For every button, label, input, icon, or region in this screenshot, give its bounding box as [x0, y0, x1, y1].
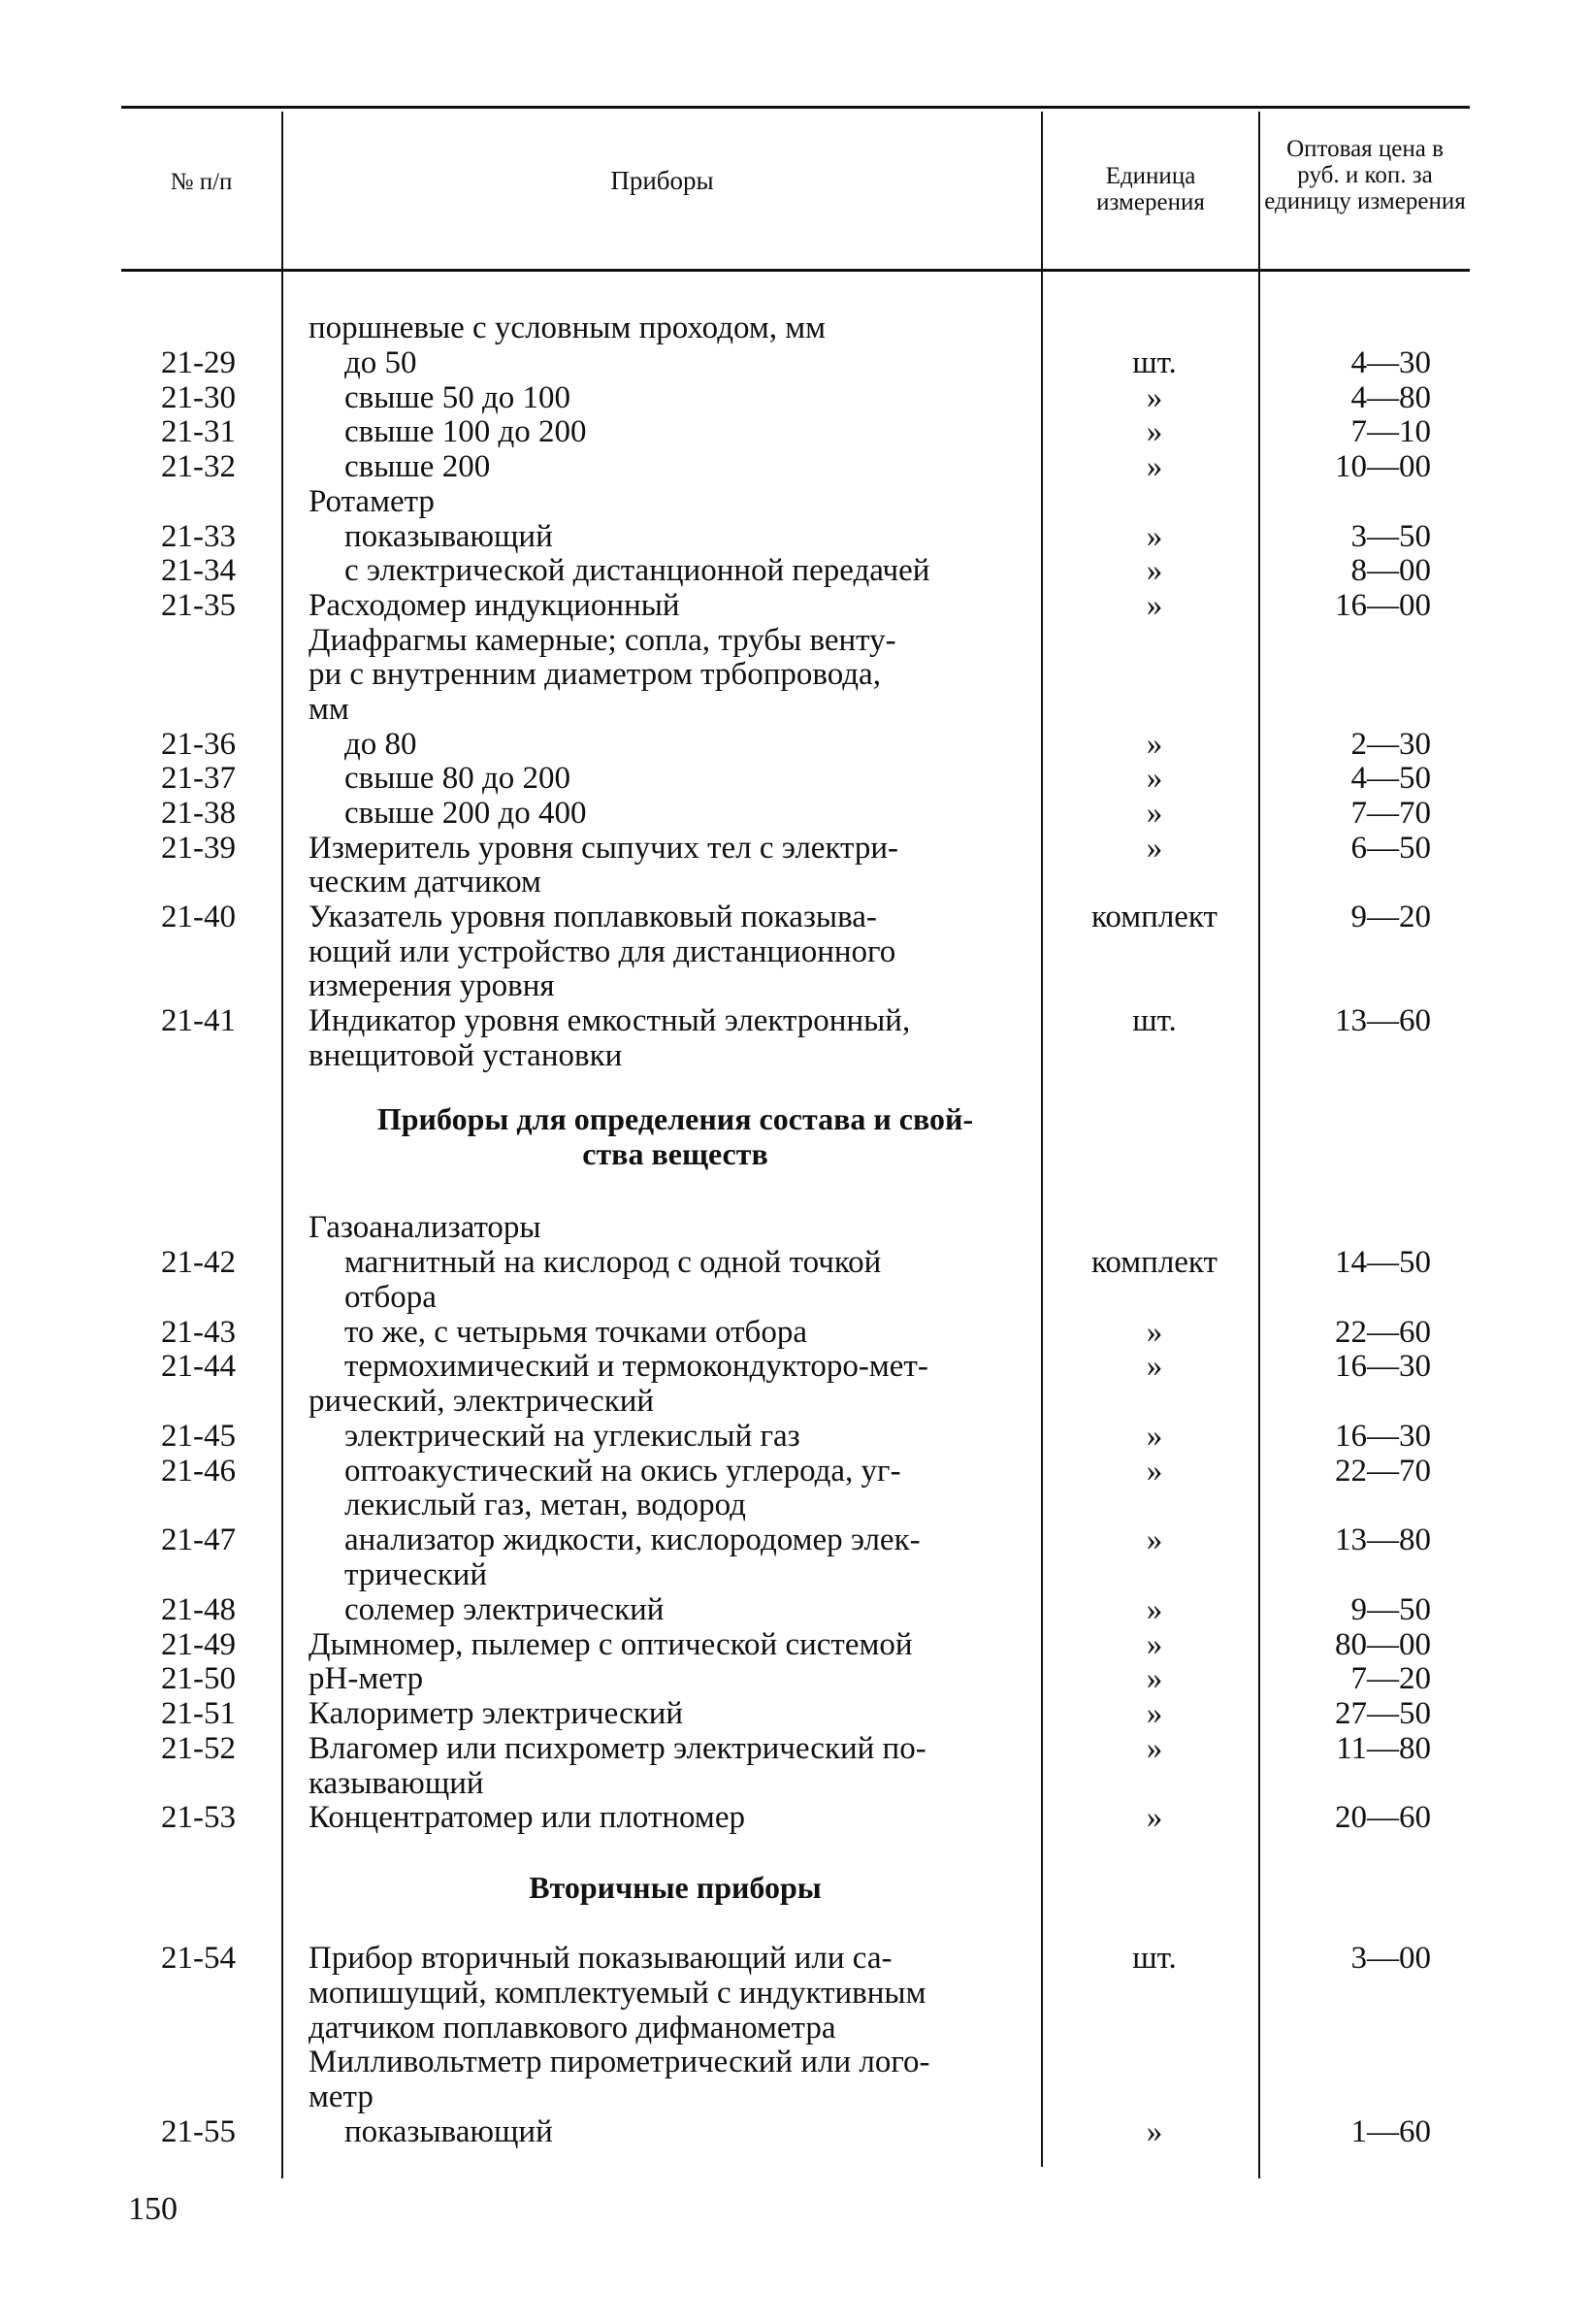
row-unit: » [1146, 449, 1163, 484]
row-unit: шт. [1132, 345, 1177, 380]
row-number: 21-40 [161, 900, 236, 934]
row-number: 21-47 [161, 1522, 236, 1557]
row-price: 3—50 [1350, 519, 1431, 554]
row-description: анализатор жидкости, кислородомер элек- [344, 1522, 921, 1557]
row-number: 21-41 [161, 1003, 236, 1038]
row-description: мм [309, 692, 349, 727]
row-description: Милливольтметр пирометрический или лого- [309, 2045, 930, 2079]
row-description: солемер электрический [344, 1592, 665, 1627]
row-price: 16—00 [1335, 588, 1431, 623]
row-unit: » [1146, 796, 1163, 831]
row-price: 8—00 [1350, 553, 1431, 588]
row-price: 9—50 [1350, 1592, 1431, 1627]
row-number: 21-45 [161, 1419, 236, 1454]
row-price: 22—70 [1335, 1454, 1431, 1489]
table-header-rule [121, 269, 1470, 272]
row-description: до 50 [344, 345, 417, 380]
row-price: 7—10 [1350, 414, 1431, 449]
row-description: электрический на углекислый газ [344, 1419, 800, 1454]
row-unit: » [1146, 761, 1163, 796]
row-number: 21-51 [161, 1696, 236, 1731]
section-heading: Вторичные приборы [529, 1870, 822, 1905]
row-unit: шт. [1132, 1003, 1177, 1038]
row-description: поршневые с условным проходом, мм [309, 311, 827, 345]
row-number: 21-31 [161, 414, 236, 449]
row-unit: шт. [1132, 1941, 1177, 1976]
row-price: 16—30 [1335, 1419, 1431, 1454]
page-number: 150 [128, 2191, 178, 2227]
row-unit: » [1146, 1522, 1163, 1557]
row-description: Газоанализаторы [309, 1210, 541, 1245]
row-number: 21-39 [161, 831, 236, 866]
row-description: датчиком поплавкового дифманометра [309, 2011, 836, 2046]
row-description: трический [344, 1557, 488, 1592]
header-unit: Единица измерения [1096, 163, 1205, 215]
row-price: 10—00 [1335, 449, 1431, 484]
row-description: свыше 80 до 200 [344, 761, 570, 796]
row-description: свыше 100 до 200 [344, 414, 587, 449]
row-unit: » [1146, 1315, 1163, 1350]
row-number: 21-46 [161, 1454, 236, 1489]
row-description: рический, электрический [309, 1384, 655, 1419]
row-unit: » [1146, 519, 1163, 554]
row-number: 21-53 [161, 1800, 236, 1835]
row-description: термохимический и термокондукторо-мет- [344, 1349, 928, 1384]
row-unit: » [1146, 1419, 1163, 1454]
row-unit: » [1146, 1661, 1163, 1696]
row-description: показывающий [344, 519, 553, 554]
row-price: 13—60 [1335, 1003, 1431, 1038]
row-price: 4—80 [1350, 380, 1431, 415]
row-unit: » [1146, 831, 1163, 866]
row-number: 21-52 [161, 1731, 236, 1766]
header-num: № п/п [170, 169, 233, 195]
row-price: 27—50 [1335, 1696, 1431, 1731]
row-description: лекислый газ, метан, водород [344, 1488, 746, 1522]
row-description: до 80 [344, 727, 417, 762]
row-description: ри с внутренним диаметром трбопровода, [309, 657, 881, 692]
row-description: Диафрагмы камерные; сопла, трубы венту- [309, 623, 896, 658]
row-price: 22—60 [1335, 1315, 1431, 1350]
row-description: ческим датчиком [309, 865, 541, 900]
row-unit: » [1146, 1454, 1163, 1489]
row-description: с электрической дистанционной передачей [344, 553, 930, 588]
row-description: Индикатор уровня емкостный электронный, [309, 1003, 911, 1038]
row-number: 21-48 [161, 1592, 236, 1627]
row-description: измерения уровня [309, 968, 555, 1003]
row-description: свыше 50 до 100 [344, 380, 570, 415]
row-description: Прибор вторичный показывающий или са- [309, 1941, 893, 1976]
section-heading: Приборы для определения состава и свой- ства веществ [376, 1101, 974, 1171]
row-description: то же, с четырьмя точками отбора [344, 1315, 807, 1350]
row-price: 20—60 [1335, 1800, 1431, 1835]
column-divider-1 [281, 112, 283, 2178]
row-unit: комплект [1091, 1245, 1218, 1280]
row-description: Калориметр электрический [309, 1696, 684, 1731]
row-price: 7—20 [1350, 1661, 1431, 1696]
row-price: 4—50 [1350, 761, 1431, 796]
row-number: 21-43 [161, 1315, 236, 1350]
row-number: 21-29 [161, 345, 236, 380]
row-description: оптоакустический на окись углерода, уг- [344, 1454, 901, 1489]
row-unit: » [1146, 1349, 1163, 1384]
row-number: 21-34 [161, 553, 236, 588]
row-description: рН-метр [309, 1661, 424, 1696]
row-description: показывающий [344, 2114, 553, 2149]
row-description: Концентратомер или плотномер [309, 1800, 745, 1835]
row-price: 9—20 [1350, 900, 1431, 934]
row-unit: » [1146, 727, 1163, 762]
row-number: 21-36 [161, 727, 236, 762]
row-description: ющий или устройство для дистанционного [309, 934, 896, 969]
row-description: казывающий [309, 1766, 484, 1801]
row-number: 21-50 [161, 1661, 236, 1696]
row-description: Измеритель уровня сыпучих тел с электри- [309, 831, 899, 866]
row-number: 21-37 [161, 761, 236, 796]
row-unit: » [1146, 588, 1163, 623]
row-price: 1—60 [1350, 2114, 1431, 2149]
row-description: внещитовой установки [309, 1038, 623, 1073]
row-description: магнитный на кислород с одной точкой [344, 1245, 882, 1280]
row-description: Дымномер, пылемер с оптической системой [309, 1627, 913, 1662]
row-number: 21-35 [161, 588, 236, 623]
row-description: мопишущий, комплектуемый с индуктивным [309, 1976, 926, 2011]
row-price: 7—70 [1350, 796, 1431, 831]
row-number: 21-42 [161, 1245, 236, 1280]
row-description: свыше 200 [344, 449, 491, 484]
row-description: Расходомер индукционный [309, 588, 680, 623]
row-price: 3—00 [1350, 1941, 1431, 1976]
row-unit: » [1146, 1800, 1163, 1835]
row-price: 6—50 [1350, 831, 1431, 866]
row-description: Ротаметр [309, 484, 435, 519]
row-number: 21-55 [161, 2114, 236, 2149]
row-price: 80—00 [1335, 1627, 1431, 1662]
row-number: 21-30 [161, 380, 236, 415]
row-price: 13—80 [1335, 1522, 1431, 1557]
row-price: 4—30 [1350, 345, 1431, 380]
row-unit: » [1146, 414, 1163, 449]
row-number: 21-38 [161, 796, 236, 831]
row-description: отбора [344, 1280, 437, 1315]
row-description: Указатель уровня поплавковый показыва- [309, 900, 877, 934]
row-unit: » [1146, 1731, 1163, 1766]
header-price: Оптовая цена в руб. и коп. за единицу измерения [1264, 136, 1466, 214]
row-price: 11—80 [1336, 1731, 1431, 1766]
row-unit: » [1146, 1696, 1163, 1731]
row-price: 2—30 [1350, 727, 1431, 762]
row-description: свыше 200 до 400 [344, 796, 587, 831]
row-price: 14—50 [1335, 1245, 1431, 1280]
row-number: 21-49 [161, 1627, 236, 1662]
table-top-rule [121, 106, 1470, 109]
row-unit: » [1146, 1592, 1163, 1627]
row-price: 16—30 [1335, 1349, 1431, 1384]
row-number: 21-32 [161, 449, 236, 484]
row-unit: » [1146, 380, 1163, 415]
row-description: Влагомер или психрометр электрический по- [309, 1731, 926, 1766]
row-number: 21-33 [161, 519, 236, 554]
row-unit: » [1146, 2114, 1163, 2149]
row-unit: » [1146, 553, 1163, 588]
header-instruments: Приборы [610, 166, 714, 195]
row-unit: » [1146, 1627, 1163, 1662]
row-unit: комплект [1091, 900, 1218, 934]
row-description: метр [309, 2079, 374, 2114]
row-number: 21-44 [161, 1349, 236, 1384]
row-number: 21-54 [161, 1941, 236, 1976]
